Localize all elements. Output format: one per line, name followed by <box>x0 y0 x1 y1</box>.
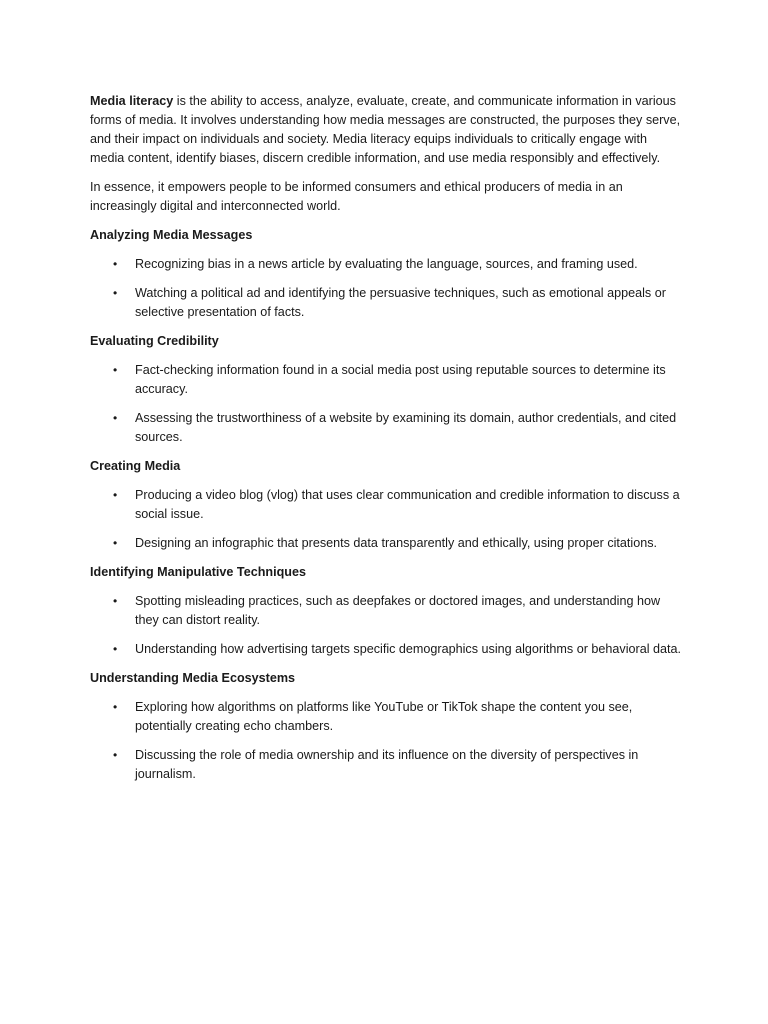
section-heading: Analyzing Media Messages <box>90 228 253 242</box>
list-item <box>90 255 682 274</box>
list-item <box>90 486 682 524</box>
list-item-text: Assessing the trustworthiness of a website by examining its domain, author credentials, and cited sources. <box>135 411 677 444</box>
bullet-list <box>90 361 682 447</box>
intro-paragraph-1-text: is the ability to access, analyze, evaluate, create, and communicate information in various forms of media. It involves understanding how media messages are constructed, the purposes they serve, and their impact on individuals and society. Media literacy equips individuals to critically engage with media content, identify biases, discern credible information, and use media responsibly and effectively. <box>90 94 681 165</box>
bullet-icon: • <box>113 748 118 762</box>
bullet-list <box>90 698 682 784</box>
intro-term: Media literacy <box>90 94 174 108</box>
section-heading: Evaluating Credibility <box>90 334 219 348</box>
list-item <box>90 409 682 447</box>
section-analyzing <box>90 226 682 322</box>
bullet-icon: • <box>113 286 118 300</box>
section-heading: Identifying Manipulative Techniques <box>90 565 306 579</box>
intro-paragraph-2: In essence, it empowers people to be informed consumers and ethical producers of media in an increasingly digital and interconnected world. <box>90 180 623 213</box>
list-item-text: Designing an infographic that presents data transparently and ethically, using proper citations. <box>135 536 658 550</box>
section-manipulative <box>90 563 682 659</box>
list-item-text: Spotting misleading practices, such as deepfakes or doctored images, and understanding how they can distort reality. <box>135 594 661 627</box>
document-page <box>90 92 682 794</box>
list-item-text: Fact-checking information found in a social media post using reputable sources to determine its accuracy. <box>135 363 666 396</box>
list-item <box>90 361 682 399</box>
bullet-list <box>90 255 682 322</box>
intro-paragraph-1 <box>90 92 682 168</box>
bullet-icon: • <box>113 642 118 656</box>
list-item <box>90 746 682 784</box>
list-item <box>90 640 682 659</box>
list-item <box>90 284 682 322</box>
section-heading: Understanding Media Ecosystems <box>90 671 296 685</box>
list-item-text: Understanding how advertising targets specific demographics using algorithms or behavioral data. <box>135 642 682 656</box>
bullet-icon: • <box>113 488 118 502</box>
bullet-icon: • <box>113 411 118 425</box>
section-ecosystems <box>90 669 682 784</box>
bullet-list <box>90 592 682 659</box>
bullet-icon: • <box>113 363 118 377</box>
list-item-text: Producing a video blog (vlog) that uses clear communication and credible information to discuss a social issue. <box>135 488 680 521</box>
bullet-icon: • <box>113 257 118 271</box>
bullet-icon: • <box>113 594 118 608</box>
list-item-text: Recognizing bias in a news article by evaluating the language, sources, and framing used. <box>135 257 638 271</box>
section-credibility <box>90 332 682 447</box>
bullet-list <box>90 486 682 553</box>
list-item <box>90 534 682 553</box>
list-item <box>90 592 682 630</box>
list-item-text: Watching a political ad and identifying the persuasive techniques, such as emotional appeals or selective presentation of facts. <box>135 286 666 319</box>
bullet-icon: • <box>113 536 118 550</box>
list-item <box>90 698 682 736</box>
list-item-text: Discussing the role of media ownership and its influence on the diversity of perspectives in journalism. <box>135 748 639 781</box>
section-heading: Creating Media <box>90 459 181 473</box>
section-creating <box>90 457 682 553</box>
bullet-icon: • <box>113 700 118 714</box>
list-item-text: Exploring how algorithms on platforms like YouTube or TikTok shape the content you see, potentially creating echo chambers. <box>135 700 633 733</box>
